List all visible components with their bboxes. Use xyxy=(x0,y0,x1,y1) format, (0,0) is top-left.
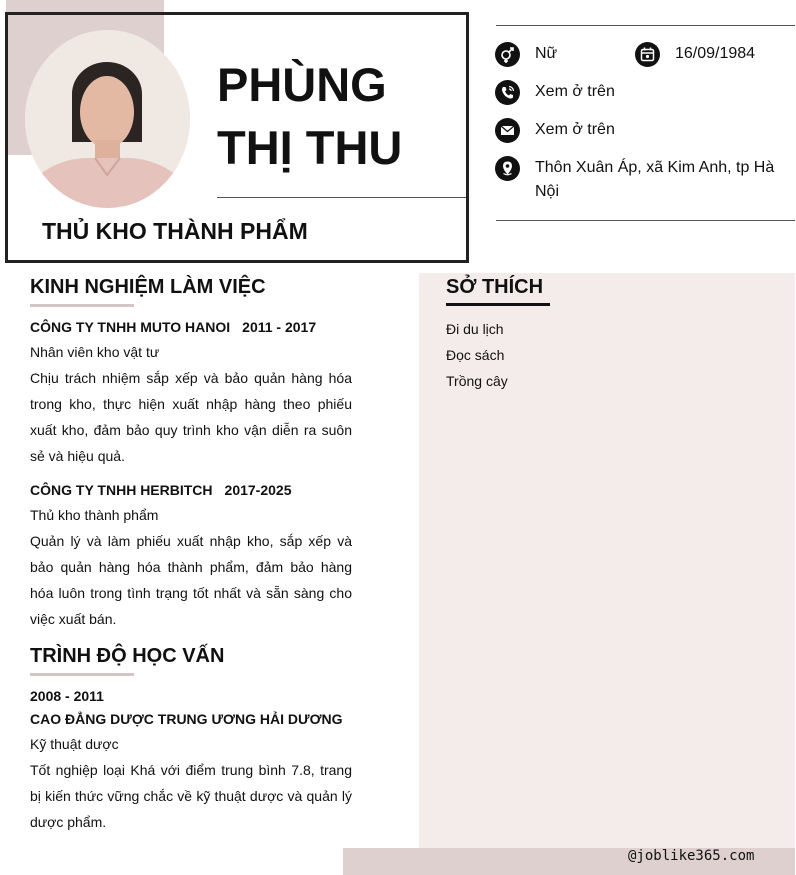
job-title: THỦ KHO THÀNH PHẨM xyxy=(42,218,308,244)
phone-value: Xem ở trên xyxy=(535,83,615,100)
calendar-icon xyxy=(635,42,660,67)
name-line-1: PHÙNG xyxy=(217,58,387,111)
profile-photo xyxy=(25,30,190,208)
hobby-item: Trồng cây xyxy=(446,373,508,389)
hobbies-underline xyxy=(446,303,550,306)
education-major: Kỹ thuật dược xyxy=(30,736,119,752)
location-pin-icon xyxy=(495,156,520,181)
experience-title: KINH NGHIỆM LÀM VIỆC xyxy=(30,276,266,298)
watermark: @joblike365.com xyxy=(628,848,755,864)
job-company-line xyxy=(30,319,352,335)
hobbies-panel xyxy=(419,273,795,875)
address-value: Thôn Xuân Áp, xã Kim Anh, tp Hà Nội xyxy=(535,159,775,200)
name-divider xyxy=(217,197,466,198)
hobbies-title: SỞ THÍCH xyxy=(446,276,544,298)
job-role: Thủ kho thành phẩm xyxy=(30,507,159,523)
hobby-item: Đọc sách xyxy=(446,347,505,363)
education-period: 2008 - 2011 xyxy=(30,688,104,704)
job-entry xyxy=(30,482,352,498)
name-line-2: THỊ THU xyxy=(217,121,403,174)
phone-icon xyxy=(495,80,520,105)
job-description: Quản lý và làm phiếu xuất nhập kho, sắp xếp và bảo quản hàng hóa thành phẩm, đảm bảo hàng hóa luôn trong tình trạng tốt nhất và sẵn sàng cho việc xuất bán. xyxy=(30,533,352,627)
gender-icon xyxy=(495,42,520,67)
job-company-line xyxy=(30,482,352,498)
job-role: Nhân viên kho vật tư xyxy=(30,344,160,360)
info-top-divider xyxy=(496,25,795,26)
education-underline xyxy=(30,673,134,676)
gender-value: Nữ xyxy=(535,45,558,62)
hobby-item: Đi du lịch xyxy=(446,321,504,337)
job-description: Chịu trách nhiệm sắp xếp và bảo quản hàng hóa trong kho, thực hiện xuất nhập hàng theo phiếu xuất kho, đảm bảo quy trình kho vận diễn ra suôn sẻ và hiệu quả. xyxy=(30,370,352,464)
job-period: 2017-2025 xyxy=(224,482,292,498)
info-bottom-divider xyxy=(496,220,795,221)
job-company: CÔNG TY TNHH MUTO HANOI xyxy=(30,319,231,335)
email-value: Xem ở trên xyxy=(535,121,615,138)
experience-underline xyxy=(30,304,134,307)
job-entry xyxy=(30,319,352,335)
education-description: Tốt nghiệp loại Khá với điểm trung bình 7.8, trang bị kiến thức vững chắc về kỹ thuật dược và quản lý dược phẩm. xyxy=(30,762,352,830)
job-period: 2011 - 2017 xyxy=(242,319,317,335)
birthday-value: 16/09/1984 xyxy=(675,45,756,62)
education-title: TRÌNH ĐỘ HỌC VẤN xyxy=(30,645,225,667)
envelope-icon xyxy=(495,118,520,143)
job-company: CÔNG TY TNHH HERBITCH xyxy=(30,482,213,498)
profile-photo-image xyxy=(25,30,190,208)
education-school: CAO ĐẲNG DƯỢC TRUNG ƯƠNG HẢI DƯƠNG xyxy=(30,711,343,727)
